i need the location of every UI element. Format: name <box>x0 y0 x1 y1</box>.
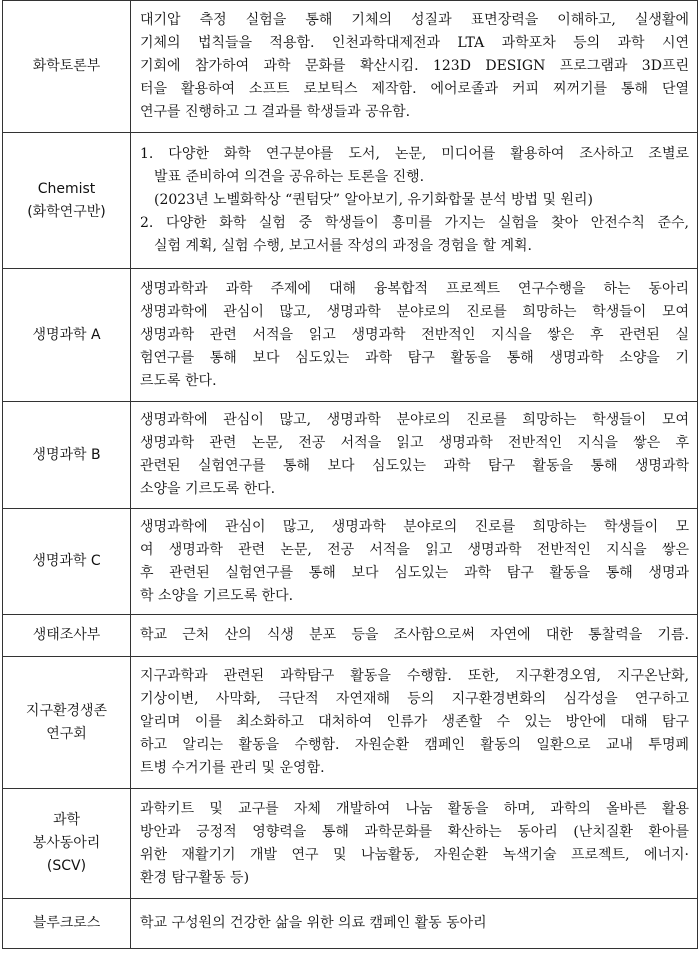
club-name: 생명과학 A <box>32 326 101 343</box>
description-line: 학교 구성원의 건강한 삶을 위한 의료 캠페인 활동 동아리 <box>140 915 487 931</box>
club-name-cell <box>3 899 131 949</box>
description-line: 생명과학과 과학 주제에 대해 융복합적 프로젝트 연구수행을 하는 동아리 <box>140 280 689 297</box>
club-name: 생명과학 B <box>32 446 101 463</box>
description-line: 연구를 진행하고 그 결과를 학생들과 공유함. <box>140 104 411 120</box>
club-description-cell <box>131 1 698 133</box>
description-line: 후 관련된 실험연구를 통해 보다 심도있는 과학 탐구 활동을 통해 생명과 <box>140 564 689 581</box>
description-line: 생명과학에 관심이 많고, 생명과학 분야로의 진로를 희망하는 학생들이 모여 <box>140 412 689 428</box>
description-line: 2. 다양한 화학 실험 중 학생들이 흥미를 가지는 실험을 찾아 안전수칙 준수, <box>140 215 689 231</box>
description-line: 생명과학에 관심이 많고, 생명과학 분야로의 진로를 희망하는 학생들이 모여 <box>140 303 689 320</box>
description-line: 기회에 참가하여 과학 문화를 확산시킴. 123D DESIGN 프로그램과 3D프린 <box>140 58 689 74</box>
table-row <box>3 133 698 269</box>
description-line: 환경 탐구활동 등) <box>140 869 250 886</box>
club-name-cell <box>3 509 131 615</box>
club-description-cell <box>131 402 698 509</box>
club-name-subtitle: 연구회 <box>46 725 87 742</box>
description-line: 소양을 기르도록 한다. <box>140 481 276 497</box>
club-description-cell <box>131 657 698 789</box>
table-row <box>3 899 698 949</box>
description-line: 과학키트 및 교구를 자체 개발하여 나눔 활동을 하며, 과학의 올바른 활용 <box>140 800 689 817</box>
description-line: 발표 준비하여 의견을 공유하는 토론을 진행. <box>154 169 425 185</box>
club-table <box>2 0 698 949</box>
description-line: 실험 계획, 실험 수행, 보고서를 작성의 과정을 경험을 할 계획. <box>154 238 532 254</box>
description-line: 터을 활용하여 소프트 로보틱스 제작함. 에어로졸과 커피 찌꺼기를 통해 단열 <box>140 81 689 97</box>
club-description-cell <box>131 899 698 949</box>
table-row <box>3 615 698 657</box>
description-line: 생명과학 관련 논문, 전공 서적을 읽고 생명과학 전반적인 지식을 쌓은 후 <box>140 435 689 451</box>
club-name: 과학 <box>52 812 81 828</box>
description-line: 학 소양을 기르도록 한다. <box>140 587 294 604</box>
description-line: 대기압 측정 실험을 통해 기체의 성질과 표면장력을 이해하고, 실생활에 <box>140 12 689 28</box>
club-name-cell <box>3 269 131 402</box>
club-description-cell <box>131 615 698 657</box>
club-name-subtitle: 봉사동아리 <box>32 835 101 851</box>
club-name: 화학토론부 <box>32 58 101 74</box>
description-line: 기체의 법칙들을 적용함. 인천과학대제전과 LTA 과학포차 등의 과학 시연 <box>140 35 689 51</box>
table-row <box>3 657 698 789</box>
club-name-cell <box>3 402 131 509</box>
description-line: 지구과학과 관련된 과학탐구 활동을 수행함. 또한, 지구환경오염, 지구온난화, <box>140 668 689 684</box>
description-line: 방안과 긍정적 영향력을 통해 과학문화를 확산하는 동아리 (난치질환 환아를 <box>140 823 689 840</box>
club-description-cell <box>131 133 698 269</box>
description-line: 험연구를 통해 보다 심도있는 과학 탐구 활동을 통해 생명과학 소양을 기 <box>140 349 689 366</box>
club-name-abbreviation: (SCV) <box>46 858 87 874</box>
club-name-cell <box>3 657 131 789</box>
table-row <box>3 402 698 509</box>
description-line: (2023년 노벨화학상 “퀀텀닷” 알아보기, 유기화합물 분석 방법 및 원리) <box>154 192 594 208</box>
description-line: 트병 수거기를 관리 및 운영함. <box>140 760 325 776</box>
description-line: 관련된 실험연구를 통해 보다 심도있는 과학 탐구 활동을 통해 생명과학 <box>140 458 689 474</box>
club-name-cell <box>3 133 131 269</box>
description-line: 생명과학에 관심이 많고, 생명과학 분야로의 진로를 희망하는 학생들이 모 <box>140 518 689 535</box>
club-name: 블루크로스 <box>32 915 101 931</box>
table-row <box>3 269 698 402</box>
club-description-cell <box>131 269 698 402</box>
description-line: 여 생명과학 관련 논문, 전공 서적을 읽고 생명과학 전반적인 지식을 쌓은 <box>140 541 689 558</box>
description-line: 위한 재활기기 개발 연구 및 나눔활동, 자원순환 녹색기술 프로젝트, 에너지· <box>140 846 689 863</box>
description-line: 생명과학 관련 서적을 읽고 생명과학 전반적인 지식을 쌓은 후 관련된 실 <box>140 326 689 343</box>
description-line: 르도록 한다. <box>140 372 217 389</box>
description-line: 학교 근처 산의 식생 분포 등을 조사함으로써 자연에 대한 통찰력을 기름. <box>140 627 689 643</box>
club-name-subtitle: (화학연구반) <box>27 203 106 220</box>
club-name: 생명과학 C <box>32 553 101 569</box>
club-name: 생태조사부 <box>32 627 101 643</box>
club-name: Chemist <box>37 180 96 197</box>
description-line: 하고 알리는 활동을 수행함. 자원순환 캠페인 활동의 일환으로 교내 투명페 <box>140 737 689 753</box>
table-row <box>3 789 698 899</box>
description-line: 기상이변, 사막화, 극단적 자연재해 등의 지구환경변화의 심각성을 연구하고 <box>140 691 689 707</box>
club-name: 지구환경생존 <box>25 702 108 719</box>
club-description-cell <box>131 789 698 899</box>
description-line: 1. 다양한 화학 연구분야를 도서, 논문, 미디어를 활용하여 조사하고 조별로 <box>140 146 689 162</box>
club-name-cell <box>3 615 131 657</box>
club-name-cell <box>3 1 131 133</box>
table-row <box>3 1 698 133</box>
description-line: 알리며 이를 최소화하고 대처하여 인류가 생존할 수 있는 방안에 대해 탐구 <box>140 714 689 730</box>
table-row <box>3 509 698 615</box>
club-description-cell <box>131 509 698 615</box>
club-name-cell <box>3 789 131 899</box>
